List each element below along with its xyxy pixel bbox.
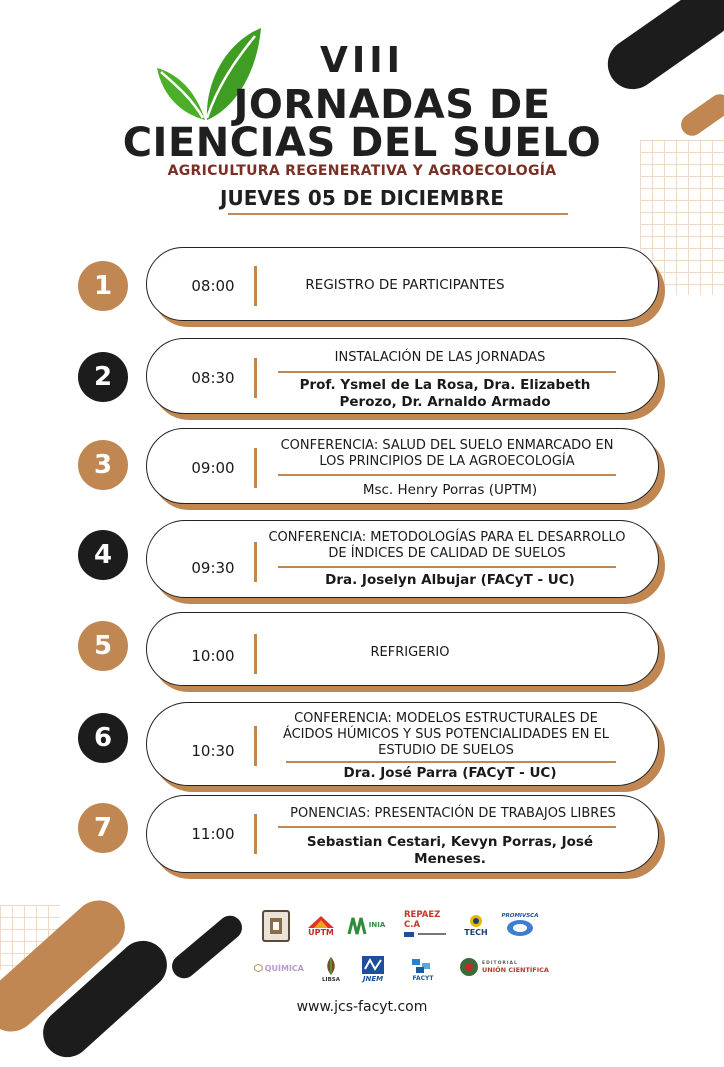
- agenda-number-2: 2: [78, 352, 128, 402]
- divider: [254, 814, 257, 854]
- decor-dark-pill-bottom-center: [167, 911, 247, 983]
- quimica-logo: QUÍMICA: [254, 956, 304, 980]
- agenda-number-6: 6: [78, 713, 128, 763]
- agenda-time-1: 08:00: [191, 277, 235, 295]
- agenda-time-2: 08:30: [191, 369, 235, 387]
- agenda-topic-2: INSTALACIÓN DE LAS JORNADAS: [334, 350, 546, 365]
- edition-number: VIII: [319, 40, 405, 81]
- event-title-line2: CIENCIAS DEL SUELO: [122, 120, 602, 166]
- agenda-time-3: 09:00: [191, 459, 235, 477]
- tech-logo: TECH: [460, 910, 492, 940]
- topic-underline: [278, 371, 616, 373]
- topic-underline: [286, 761, 616, 763]
- agenda-topic-3: CONFERENCIA: SALUD DEL SUELO ENMARCADO EN LOS PRINCIPIOS DE LA AGROECOLOGÍA: [280, 438, 614, 469]
- agenda-topic-4: CONFERENCIA: METODOLOGÍAS PARA EL DESARROLLO DE ÍNDICES DE CALIDAD DE SUELOS: [268, 530, 626, 561]
- divider: [254, 726, 257, 766]
- agenda-number-1: 1: [78, 261, 128, 311]
- agenda-speaker-4: Dra. Joselyn Albujar (FACyT - UC): [325, 572, 575, 588]
- uptm-logo: UPTM: [304, 910, 338, 940]
- event-title-line1: JORNADAS DE: [233, 82, 551, 128]
- union-cientifica-logo: EDITORIAL UNIÓN CIENTÍFICA: [458, 954, 550, 980]
- agenda-number-5: 5: [78, 621, 128, 671]
- divider: [254, 266, 257, 306]
- jnem-logo: JNEM: [358, 952, 388, 986]
- agenda-speaker-7: Sebastian Cestari, Kevyn Porras, José Meneses.: [306, 834, 594, 867]
- agenda-topic-7: PONENCIAS: PRESENTACIÓN DE TRABAJOS LIBRES: [290, 806, 616, 821]
- divider: [254, 448, 257, 488]
- event-subtitle: AGRICULTURA REGENERATIVA Y AGROECOLOGÍA: [167, 163, 557, 179]
- topic-underline: [278, 566, 616, 568]
- agenda-time-7: 11:00: [191, 825, 235, 843]
- topic-underline: [278, 474, 616, 476]
- agenda-number-4: 4: [78, 530, 128, 580]
- divider: [254, 358, 257, 398]
- agenda-time-4: 09:30: [191, 559, 235, 577]
- agenda-topic-1: REGISTRO DE PARTICIPANTES: [305, 277, 505, 293]
- agenda-number-7: 7: [78, 803, 128, 853]
- divider: [254, 542, 257, 582]
- divider: [254, 634, 257, 674]
- event-date: JUEVES 05 DE DICIEMBRE: [220, 186, 504, 210]
- agenda-speaker-6: Dra. José Parra (FACyT - UC): [343, 765, 557, 781]
- facyt-logo: FACYT: [406, 952, 440, 986]
- agenda-time-5: 10:00: [191, 647, 235, 665]
- university-seal-logo: [262, 910, 290, 942]
- agenda-topic-5: REFRIGERIO: [370, 645, 450, 660]
- topic-underline: [278, 826, 616, 828]
- promivsca-logo: PROMIVSCA: [500, 910, 540, 940]
- agenda-number-3: 3: [78, 440, 128, 490]
- agenda-topic-6: CONFERENCIA: MODELOS ESTRUCTURALES DE ÁCIDOS HÚMICOS Y SUS POTENCIALIDADES EN EL ESTUDIO DE SUELOS: [282, 711, 610, 758]
- agenda-speaker-3: Msc. Henry Porras (UPTM): [362, 482, 538, 498]
- inia-logo: INIA: [346, 912, 386, 938]
- agenda-time-6: 10:30: [191, 742, 235, 760]
- agenda-speaker-2: Prof. Ysmel de La Rosa, Dra. Elizabeth Perozo, Dr. Arnaldo Armado: [299, 377, 591, 410]
- date-underline: [228, 213, 568, 215]
- repaez-logo: REPAEZ C.A: [404, 910, 456, 938]
- libsa-logo: LIBSA: [318, 952, 344, 986]
- website-link[interactable]: www.jcs-facyt.com: [296, 999, 428, 1015]
